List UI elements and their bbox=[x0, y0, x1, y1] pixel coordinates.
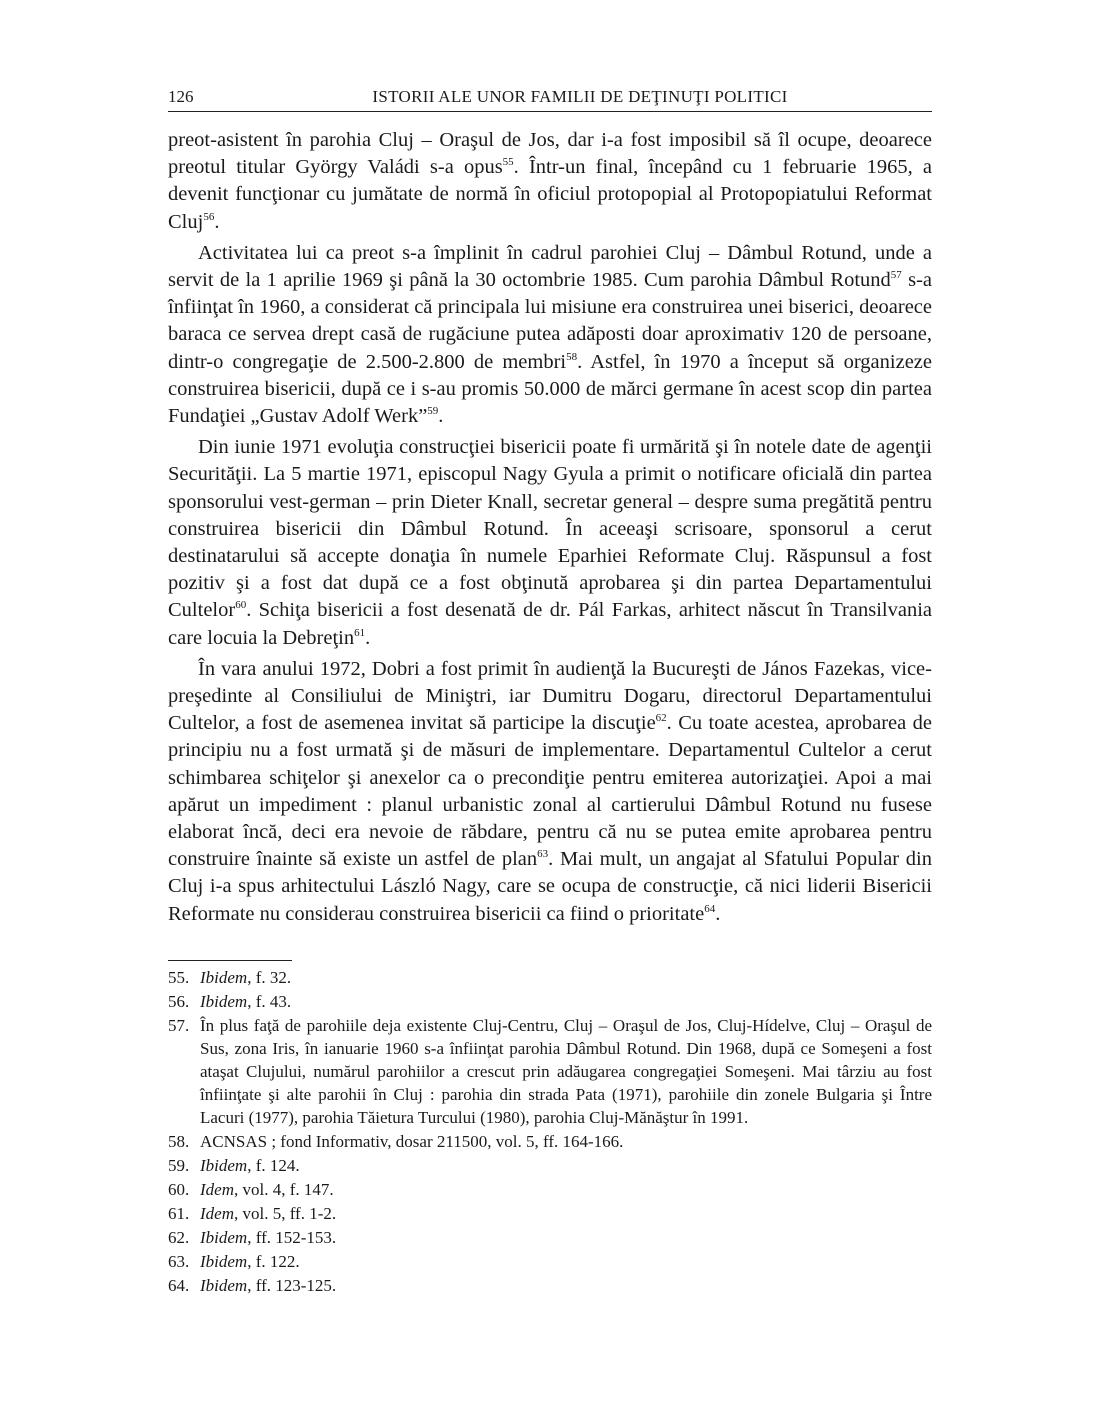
main-text bbox=[168, 127, 932, 932]
footnote-58 bbox=[168, 1130, 932, 1153]
footnote-source: Idem bbox=[200, 1180, 234, 1199]
paragraph-3 bbox=[168, 434, 932, 652]
text-run: . Cu toate acestea, aprobarea de principiu nu a fost urmată şi de măsuri de implementare. Departamentul Cultelor a cerut schimbarea schiţelor şi anexelor ca o precondiţie pentru emiterea autorizaţiei. Apoi a mai apărut un impediment : planul urbanistic zonal al cartierului Dâmbul Rotund nu fusese elaborat încă, deci era nevoie de răbdare, pentru că nu se putea emite aprobarea pentru construire înainte să existe un astfel de plan bbox=[168, 712, 932, 871]
footnote-ref-63[interactable]: 63 bbox=[537, 848, 549, 861]
footnote-63 bbox=[168, 1250, 932, 1273]
text-run: preot-asistent în parohia Cluj – Oraşul de Jos, dar i-a fost imposibil să îl ocupe, deoarece preotul titular György Valádi s-a opus bbox=[168, 129, 932, 179]
footnote-text: ACNSAS ; fond Informativ, dosar 211500, vol. 5, ff. 164-166. bbox=[200, 1132, 624, 1151]
footnote-number: 64. bbox=[168, 1276, 190, 1295]
footnote-source: Ibidem bbox=[200, 1276, 248, 1295]
text-run: . bbox=[214, 210, 220, 233]
footnote-text: , f. 122. bbox=[247, 1252, 300, 1271]
footnote-ref-55[interactable]: 55 bbox=[502, 156, 514, 169]
text-run: Din iunie 1971 evoluţia construcţiei bisericii poate fi urmărită şi în notele date de agenţii Securităţii. La 5 martie 1971, episcopul Nagy Gyula a primit o notificare oficială din partea sponsorului vest-german – prin Dieter Knall, secretar general – despre suma pregătită pentru construirea bisericii din Dâmbul Rotund. În aceeaşi scrisoare, sponsorul a cerut destinatarului să accepte donaţia în numele Eparhiei Reformate Cluj. Răspunsul a fost pozitiv şi a fost dat după ce a fost obţinută aprobarea şi din partea Departamentului Cultelor bbox=[168, 436, 932, 622]
footnote-number: 55. bbox=[168, 968, 190, 987]
text-run: . Mai mult, un angajat al Sfatului Popular din Cluj i-a spus arhitectului László Nagy, care se ocupa de construcţie, că nici liderii Bisericii Reformate nu considerau construirea bisericii ca fiind o prioritate bbox=[168, 848, 932, 925]
paragraph-2 bbox=[168, 240, 932, 430]
footnote-59 bbox=[168, 1154, 932, 1177]
footnote-ref-57[interactable]: 57 bbox=[890, 269, 902, 282]
footnote-ref-58[interactable]: 58 bbox=[566, 350, 578, 363]
text-run: . bbox=[715, 902, 721, 925]
footnote-source: Ibidem bbox=[200, 1156, 248, 1175]
footnote-number: 57. bbox=[168, 1016, 190, 1035]
footnote-ref-62[interactable]: 62 bbox=[655, 712, 667, 725]
footnote-text: În plus faţă de parohiile deja existente Cluj-Centru, Cluj – Oraşul de Jos, Cluj-Hídelve, Cluj – Oraşul de Sus, zona Iris, în ianuarie 1960 s-a înfiinţat parohia Dâmbul Rotund. Din 1968, după ce Someşeni a fost ataşat Clujului, numărul parohiilor a crescut prin adăugarea congregaţiei Someşeni. Mai târziu au fost înfiinţate şi alte parohii în Cluj : parohia din strada Pata (1971), parohiile din zonele Bulgaria şi Între Lacuri (1977), parohia Tăietura Turcului (1980), parohia Cluj-Mănăştur în 1991. bbox=[200, 1016, 932, 1127]
footnote-number: 61. bbox=[168, 1204, 190, 1223]
footnote-number: 56. bbox=[168, 992, 190, 1011]
footnote-number: 63. bbox=[168, 1252, 190, 1271]
page-number: 126 bbox=[168, 87, 194, 106]
footnote-55 bbox=[168, 966, 932, 989]
running-head bbox=[168, 86, 932, 112]
footnote-56 bbox=[168, 990, 932, 1013]
paragraph-4 bbox=[168, 656, 932, 928]
footnote-64 bbox=[168, 1274, 932, 1297]
footnote-separator bbox=[168, 960, 292, 961]
footnote-ref-60[interactable]: 60 bbox=[235, 599, 247, 612]
footnote-text: , vol. 4, f. 147. bbox=[233, 1180, 334, 1199]
footnote-source: Ibidem bbox=[200, 1228, 248, 1247]
footnote-60 bbox=[168, 1178, 932, 1201]
footnote-source: Ibidem bbox=[200, 968, 248, 987]
footnote-source: Idem bbox=[200, 1204, 234, 1223]
footnotes bbox=[168, 966, 932, 1298]
footnote-text: , vol. 5, ff. 1-2. bbox=[233, 1204, 337, 1223]
footnote-61 bbox=[168, 1202, 932, 1225]
text-run: . Într-un final, începând cu 1 februarie 1965, a devenit funcţionar cu jumătate de normă în oficiul protopopial al Protopopiatului Reformat Cluj bbox=[168, 156, 932, 233]
footnote-number: 58. bbox=[168, 1132, 190, 1151]
footnote-text: , f. 32. bbox=[247, 968, 292, 987]
footnote-number: 60. bbox=[168, 1180, 190, 1199]
footnote-text: , f. 124. bbox=[247, 1156, 300, 1175]
footnote-62 bbox=[168, 1226, 932, 1249]
running-title: ISTORII ALE UNOR FAMILII DE DEŢINUŢI POLITICI bbox=[372, 87, 788, 106]
paragraph-1 bbox=[168, 127, 932, 236]
footnote-number: 59. bbox=[168, 1156, 190, 1175]
text-run: . bbox=[438, 405, 444, 428]
footnote-ref-56[interactable]: 56 bbox=[203, 210, 215, 223]
text-run: . Astfel, în 1970 a început să organizeze construirea bisericii, după ce i s-au promis 50.000 de mărci germane în acest scop din partea Fundaţiei „Gustav Adolf Werk” bbox=[168, 350, 932, 428]
text-run: . bbox=[365, 626, 371, 649]
footnote-source: Ibidem bbox=[200, 1252, 248, 1271]
text-run: s-a înfiinţat în 1960, a considerat că principala lui misiune era construirea unei biserici, deoarece baraca ce servea drept casă de rugăciune putea adăposti doar aproximativ 120 de persoane, dintr-o congregaţie de 2.500-2.800 de membri bbox=[168, 269, 933, 373]
footnote-57 bbox=[168, 1014, 932, 1129]
text-run: Activitatea lui ca preot s-a împlinit în cadrul parohiei Cluj – Dâmbul Rotund, unde a servit de la 1 aprilie 1969 şi până la 30 octombrie 1985. Cum parohia Dâmbul Rotund bbox=[168, 241, 932, 292]
footnote-source: Ibidem bbox=[200, 992, 248, 1011]
footnote-text: , f. 43. bbox=[247, 992, 292, 1011]
footnote-ref-59[interactable]: 59 bbox=[427, 405, 439, 418]
footnote-text: , ff. 123-125. bbox=[247, 1276, 337, 1295]
footnote-number: 62. bbox=[168, 1228, 190, 1247]
footnote-ref-61[interactable]: 61 bbox=[354, 626, 366, 639]
footnote-ref-64[interactable]: 64 bbox=[704, 902, 716, 915]
text-run: . Schiţa bisericii a fost desenată de dr. Pál Farkas, arhitect născut în Transilvania care locuia la Debreţin bbox=[168, 599, 932, 649]
text-run: În vara anului 1972, Dobri a fost primit în audienţă la Bucureşti de János Fazekas, vice-preşedinte al Consiliului de Miniştri, iar Dumitru Dogaru, directorul Departamentului Cultelor, a fost de asemenea invitat să participe la discuţie bbox=[168, 657, 932, 735]
footnote-text: , ff. 152-153. bbox=[247, 1228, 337, 1247]
